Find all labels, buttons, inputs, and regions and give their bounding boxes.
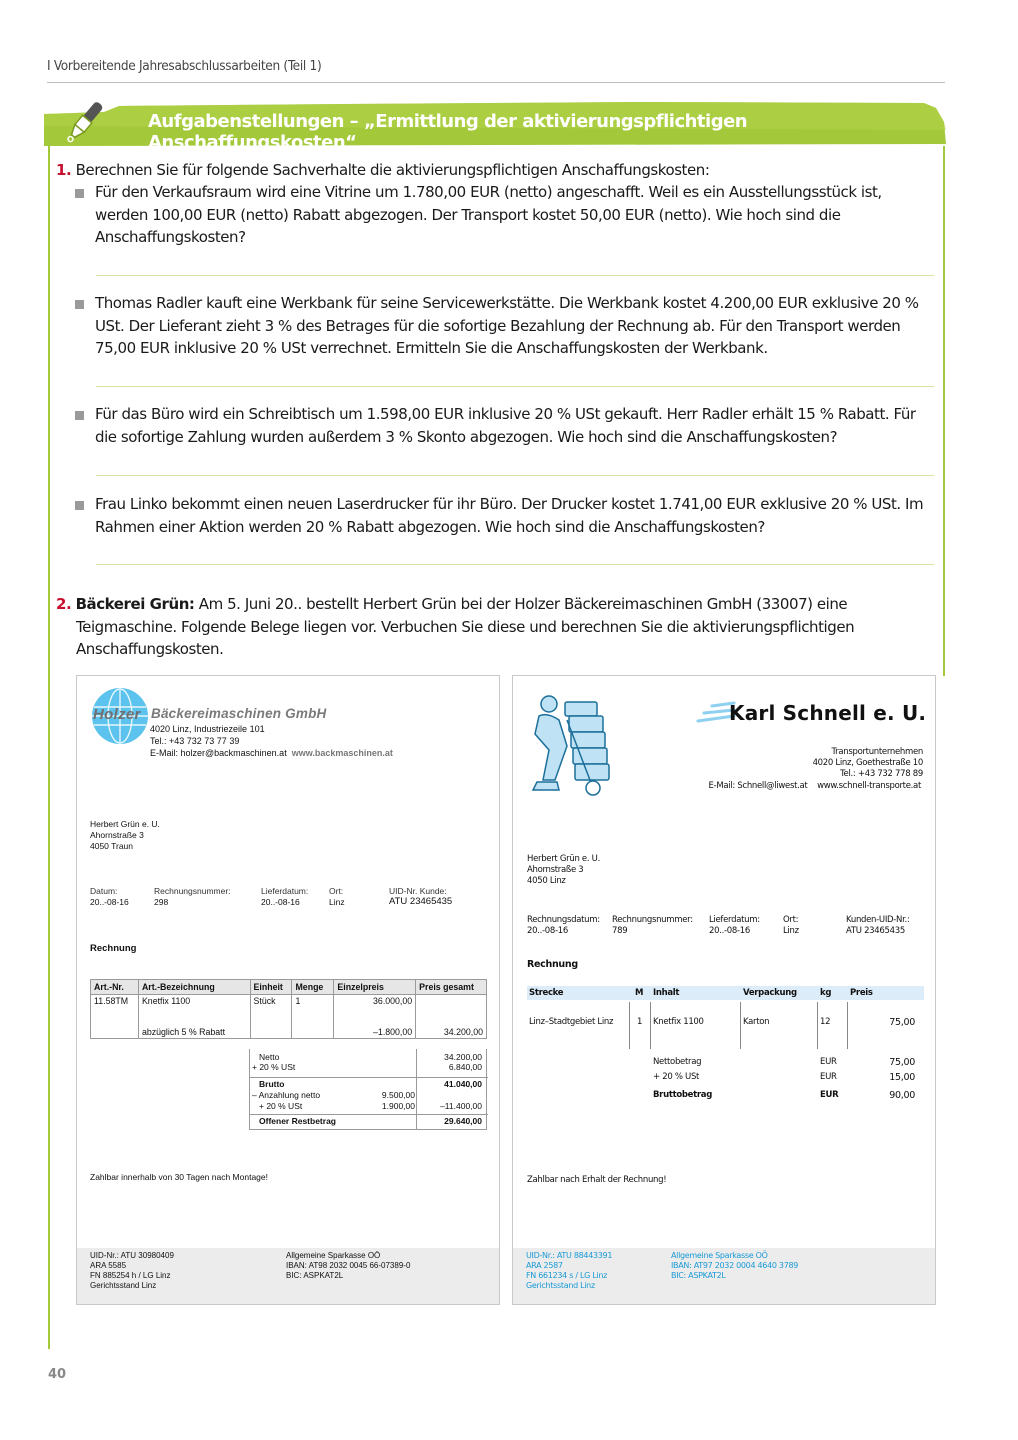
recipient-line: Herbert Grün e. U. [527, 854, 600, 864]
company-address: 4020 Linz, Industriezeile 101 [150, 724, 265, 734]
footer-line: UID-Nr.: ATU 88443391 [526, 1251, 613, 1260]
answer-line[interactable] [96, 475, 934, 476]
task-item-text: Für den Verkaufsraum wird eine Vitrine um 1.780,00 EUR (netto) angeschafft. Weil es ein Ausstellungsstück ist, werden 100,00 EUR (netto) Rabatt abgezogen. Der Transport kostet 50,00 EUR (netto). Wie hoch sind die Anschaffungskosten? [95, 183, 882, 246]
cell-verpackung: Karton [743, 1017, 770, 1027]
footer-line: ARA 2587 [526, 1261, 563, 1270]
task-item-text: Für das Büro wird ein Schreibtisch um 1.598,00 EUR inklusive 20 % USt gekauft. Herr Radler erhält 15 % Rabatt. Für die sofortige Zahlung wurden außerdem 3 % Skonto abgezogen. Wie hoch sind die Anschaffungskosten? [95, 405, 916, 446]
anz-ust-label: + 20 % USt [259, 1101, 303, 1111]
answer-line[interactable] [96, 275, 934, 276]
cell-kg: 12 [820, 1017, 831, 1027]
cell [292, 1017, 334, 1039]
footer-line: UID-Nr.: ATU 30980409 [90, 1251, 174, 1260]
brutto-value: 90,00 [889, 1090, 915, 1101]
bullet-square-icon [75, 189, 84, 198]
footer-line: BIC: ASPKAT2L [286, 1271, 344, 1280]
anzahlung-value: 9.500,00 [381, 1090, 415, 1100]
column-header: Inhalt [653, 988, 680, 998]
meta-label: Datum: [90, 886, 118, 896]
task-item [75, 292, 935, 362]
task-2 [56, 593, 936, 661]
cell: 36.000,00 [334, 995, 416, 1017]
meta-value: 298 [154, 897, 169, 907]
ust-value: 15,00 [889, 1072, 915, 1083]
recipient-line: Herbert Grün e. U. [90, 819, 160, 829]
email-text: E-Mail: holzer@backmaschinen.at [150, 748, 287, 758]
cell: abzüglich 5 % Rabatt [138, 1017, 250, 1039]
netto-value: 34.200,00 [444, 1052, 482, 1062]
delivery-man-icon [527, 690, 627, 798]
recipient-line: Ahornstraße 3 [527, 865, 584, 875]
table-row [91, 995, 487, 1017]
doc-title: Rechnung [90, 943, 137, 954]
section-banner [44, 100, 946, 153]
task-number: 2. [56, 595, 72, 613]
meta-label: Rechnungsnummer: [612, 915, 693, 925]
bullet-square-icon [75, 411, 84, 420]
currency: EUR [820, 1057, 837, 1067]
bullet-square-icon [75, 300, 84, 309]
recipient-line: 4050 Traun [90, 841, 134, 851]
footer-line: IBAN: AT97 2032 0004 4640 3789 [671, 1261, 799, 1270]
company-tel: Tel.: +43 732 73 77 39 [150, 736, 240, 746]
footer-line: FN 661234 s / LG Linz [526, 1271, 608, 1280]
anz-ust-value: 1.900,00 [381, 1101, 415, 1111]
currency: EUR [820, 1072, 837, 1082]
answer-line[interactable] [96, 564, 934, 565]
ust-label: + 20 % USt [653, 1072, 700, 1082]
meta-label: UID-Nr. Kunde: [389, 886, 447, 896]
cell [416, 995, 487, 1017]
meta-label: Ort: [783, 915, 799, 925]
company-tel: Tel.: +43 732 778 89 [840, 769, 923, 779]
column-header: Strecke [529, 988, 564, 998]
cell-preis: 75,00 [889, 1017, 915, 1028]
meta-label: Lieferdatum: [261, 886, 309, 896]
bullet-square-icon [75, 501, 84, 510]
footer-line: IBAN: AT98 2032 0045 66-07389-0 [286, 1261, 411, 1270]
anzahlung-label: – Anzahlung netto [252, 1090, 321, 1100]
cell-strecke: Linz–Stadtgebiet Linz [529, 1017, 614, 1027]
rest-label: Offener Restbetrag [259, 1116, 336, 1126]
meta-value: 20..-08-16 [90, 897, 129, 907]
task-2-lead: Bäckerei Grün: [75, 595, 195, 613]
invoice-footer [513, 1248, 935, 1304]
cell [91, 1017, 139, 1039]
meta-label: Ort: [329, 886, 344, 896]
task-item-text: Frau Linko bekommt einen neuen Laserdrucker für ihr Büro. Der Drucker kostet 1.741,00 EUR exklusive 20 % USt. Im Rahmen einer Aktion werden 20 % Rabatt abgezogen. Wie hoch sind die Anschaffungskosten? [95, 495, 924, 536]
netto-label: Nettobetrag [653, 1057, 702, 1067]
task-item [75, 493, 935, 539]
payment-note: Zahlbar nach Erhalt der Rechnung! [527, 1175, 667, 1185]
invoice-footer [77, 1248, 499, 1304]
company-name: Karl Schnell e. U. [729, 701, 927, 725]
company-email-web: E-Mail: Schnell@liwest.at www.schnell-transporte.at [708, 781, 921, 791]
meta-label: Rechnungsnummer: [154, 886, 231, 896]
meta-value: 20..-08-16 [527, 926, 568, 936]
recipient-line: 4050 Linz [527, 876, 566, 886]
task-item [75, 403, 935, 449]
column-header: Preis [850, 988, 873, 998]
column-header: M [635, 988, 644, 998]
cell: Stück [250, 995, 292, 1017]
table-header-row [91, 980, 487, 995]
frame-left-border [48, 146, 50, 1349]
meta-value: ATU 23465435 [389, 896, 453, 907]
meta-value: 20..-08-16 [709, 926, 750, 936]
column-header: Preis gesamt [416, 980, 487, 995]
header-rule [47, 82, 945, 83]
cell: Knetfix 1100 [138, 995, 250, 1017]
meta-label: Rechnungsdatum: [527, 915, 600, 925]
company-subtitle: Transportunternehmen [831, 747, 923, 757]
recipient-line: Ahornstraße 3 [90, 830, 144, 840]
meta-value: Linz [329, 897, 345, 907]
cell-m: 1 [637, 1017, 643, 1027]
cell: –1.800,00 [334, 1017, 416, 1039]
task-2-text: Am 5. Juni 20.. bestellt Herbert Grün bei der Holzer Bäckereimaschinen GmbH (33007) eine Teigmaschine. Folgende Belege liegen vor. Verbuchen Sie diese und berechnen Sie die aktivierungspflichtigen Anschaffungskosten. [76, 595, 855, 658]
invoice-holzer [76, 675, 500, 1305]
invoice-schnell [512, 675, 936, 1305]
ust-label: + 20 % USt [252, 1062, 296, 1072]
footer-line: FN 885254 h / LG Linz [90, 1271, 171, 1280]
cell [250, 1017, 292, 1039]
meta-value: 789 [612, 926, 628, 936]
task-1-intro [56, 159, 936, 182]
frame-right-border [943, 146, 945, 676]
cell-inhalt: Knetfix 1100 [653, 1017, 704, 1027]
netto-label: Netto [259, 1052, 280, 1062]
footer-line: BIC: ASPKAT2L [671, 1271, 726, 1280]
footer-line: ARA 5585 [90, 1261, 127, 1270]
company-address: 4020 Linz, Goethestraße 10 [812, 758, 923, 768]
netto-value: 75,00 [889, 1057, 915, 1068]
footer-line: Allgemeine Sparkasse OÖ [671, 1251, 768, 1260]
column-header: Menge [292, 980, 334, 995]
anzahlung-total: –11.400,00 [440, 1101, 482, 1111]
ust-value: 6.840,00 [448, 1062, 482, 1072]
task-item [75, 181, 935, 251]
rest-value: 29.640,00 [444, 1116, 482, 1126]
brutto-label: Brutto [259, 1079, 285, 1089]
column-header: Einzelpreis [334, 980, 416, 995]
column-header: Art.-Nr. [91, 980, 139, 995]
brutto-value: 41.040,00 [444, 1079, 482, 1089]
column-header: Verpackung [743, 988, 797, 998]
meta-label: Lieferdatum: [709, 915, 760, 925]
cell: 11.58TM [91, 995, 139, 1017]
page-number: 40 [48, 1367, 67, 1382]
column-header: kg [820, 988, 832, 998]
running-head: I Vorbereitende Jahresabschlussarbeiten (Teil 1) [47, 58, 322, 74]
pen-icon [60, 98, 108, 148]
meta-label: Kunden-UID-Nr.: [846, 915, 910, 925]
cell: 34.200,00 [416, 1017, 487, 1039]
invoice-table [90, 979, 487, 1039]
answer-line[interactable] [96, 386, 934, 387]
payment-note: Zahlbar innerhalb von 30 Tagen nach Montage! [90, 1172, 268, 1182]
brutto-label: Bruttobetrag [653, 1090, 713, 1100]
meta-value: ATU 23465435 [846, 926, 905, 936]
currency: EUR [820, 1090, 839, 1100]
banner-title: Aufgabenstellungen – „Ermittlung der aktivierungspflichtigen Anschaffungskosten“ [148, 111, 748, 153]
company-name: Bäckereimaschinen GmbH [151, 706, 327, 721]
footer-line: Gerichtsstand Linz [90, 1281, 157, 1290]
footer-line: Gerichtsstand Linz [526, 1281, 595, 1290]
task-number: 1. [56, 161, 72, 179]
footer-line: Allgemeine Sparkasse OÖ [286, 1251, 381, 1260]
cell: 1 [292, 995, 334, 1017]
meta-value: 20..-08-16 [261, 897, 300, 907]
logo-word: Holzer [93, 706, 141, 723]
table-row [91, 1017, 487, 1039]
column-header: Art.-Bezeichnung [138, 980, 250, 995]
task-intro-text: Berechnen Sie für folgende Sachverhalte die aktivierungspflichtigen Anschaffungskosten: [75, 161, 710, 179]
doc-title: Rechnung [527, 959, 578, 970]
task-item-text: Thomas Radler kauft eine Werkbank für seine Servicewerkstätte. Die Werkbank kostet 4.200,00 EUR exklusive 20 % USt. Der Lieferant zieht 3 % des Betrages für die sofortige Bezahlung der Rechnung ab. Für den Transport werden 75,00 EUR inklusive 20 % USt verrechnet. Ermitteln Sie die Anschaffungskosten der Werkbank. [95, 294, 919, 357]
company-email [150, 748, 393, 759]
web-link[interactable]: www.backmaschinen.at [291, 748, 393, 758]
meta-value: Linz [783, 926, 799, 936]
column-header: Einheit [250, 980, 292, 995]
